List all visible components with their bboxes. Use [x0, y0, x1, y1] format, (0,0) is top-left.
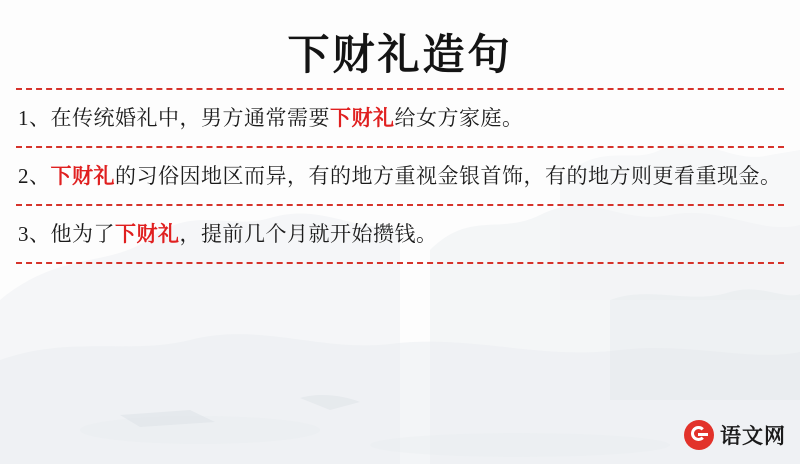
- sentence-text-3a: 他为了: [50, 222, 115, 246]
- keyword-highlight-3: 下财礼: [115, 222, 180, 246]
- sentence-index-2: 2、: [18, 164, 51, 188]
- site-logo-text: 语文网: [720, 424, 786, 448]
- page-title: 下财礼造句: [287, 33, 513, 79]
- site-logo: [684, 420, 786, 450]
- sentence-index-1: 1、: [18, 106, 51, 130]
- divider-bottom: [16, 262, 784, 264]
- sentence-item-3: [0, 206, 800, 262]
- sentence-text-1b: 给女方家庭。: [394, 106, 524, 130]
- keyword-highlight-1: 下财礼: [330, 106, 395, 130]
- sentence-item-1: [0, 90, 800, 146]
- sentence-text-2b: 的习俗因地区而异，有的地方重视金银首饰，有的地方则更看重现金。: [115, 164, 782, 188]
- sentence-index-3: 3、: [18, 222, 51, 246]
- sentence-list: [0, 90, 800, 264]
- sentence-text-1a: 在传统婚礼中，男方通常需要: [50, 106, 330, 130]
- keyword-highlight-2: 下财礼: [50, 164, 115, 188]
- sentence-text-3b: ，提前几个月就开始攒钱。: [179, 222, 438, 246]
- sentence-item-2: [0, 148, 800, 204]
- yuwen-circle-logo-icon: [684, 420, 714, 450]
